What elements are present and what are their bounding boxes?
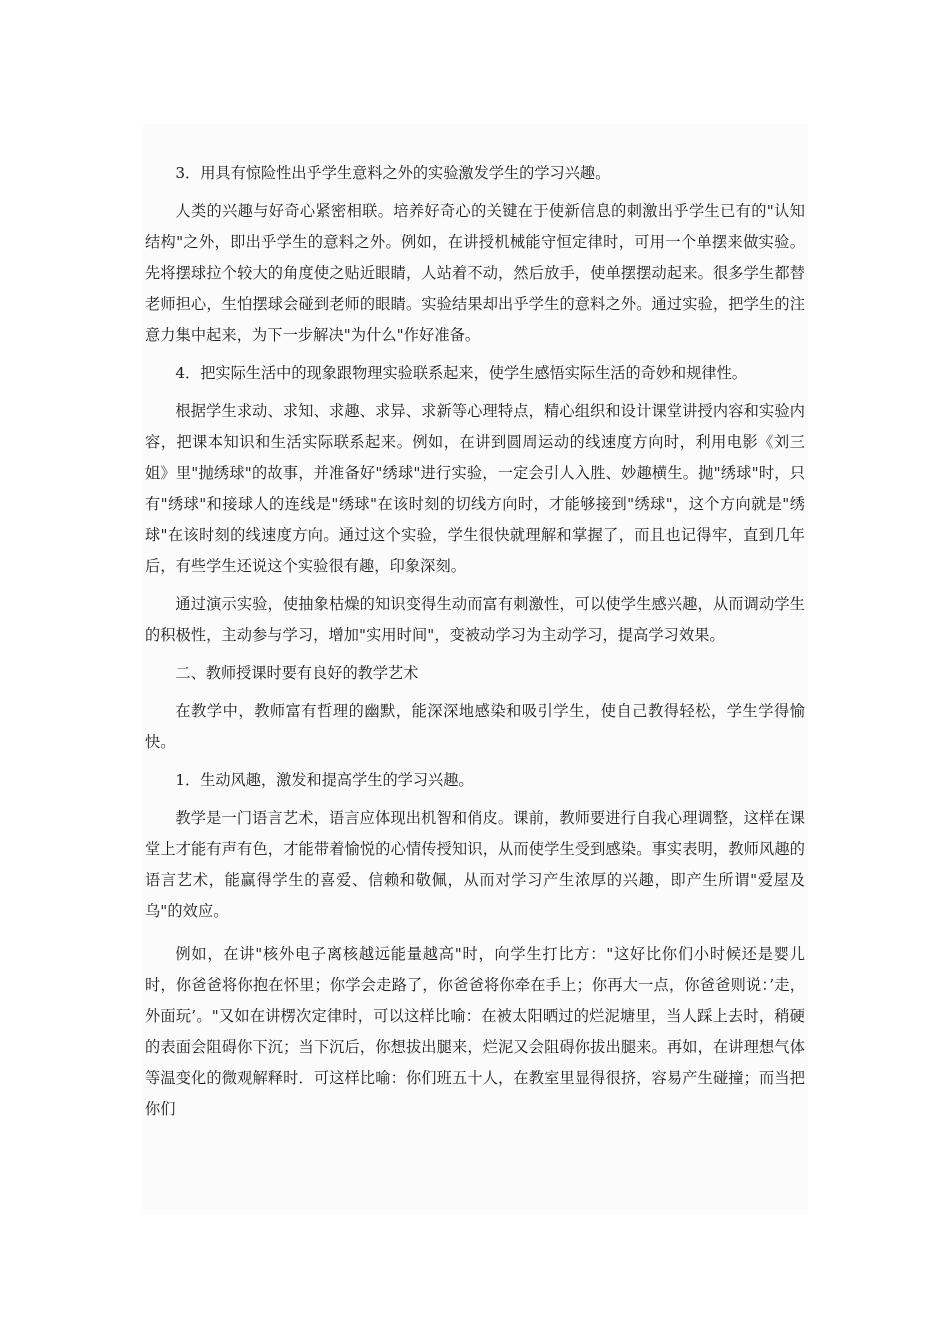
paragraph-circular-motion: 根据学生求动、求知、求趣、求异、求新等心理特点，精心组织和设计课堂讲授内容和实验内容，把课本知识和生活实际联系起来。例如，在讲到圆周运动的线速度方向时，利用电影《刘三姐》里"抛绣球"的故事，并准备好"绣球"进行实验，一定会引人入胜、妙趣横生。抛"绣球"时，只有"绣球"和接球人的连线是"绣球"在该时刻的切线方向时，才能够接到"绣球"，这个方向就是"绣球"在该时刻的线速度方向。通过这个实验，学生很快就理解和掌握了，而且也记得牢，直到几年后，有些学生还说这个实验很有趣，印象深刻。 bbox=[145, 402, 805, 575]
paragraph-language-art: 教学是一门语言艺术，语言应体现出机智和俏皮。课前，教师要进行自我心理调整，这样在课堂上才能有声有色，才能带着愉悦的心情传授知识，从而使学生受到感染。事实表明，教师风趣的语言艺术，能赢得学生的喜爱、信赖和敬佩，从而对学习产生浓厚的兴趣，即产生所谓"爱屋及乌"的效应。 bbox=[145, 809, 805, 920]
section-heading-3: 3．用具有惊险性出乎学生意料之外的实验激发学生的学习兴趣。 bbox=[175, 164, 611, 182]
paragraph-demonstration: 通过演示实验，使抽象枯燥的知识变得生动而富有刺激性，可以使学生感兴趣，从而调动学生的积极性，主动参与学习，增加"实用时间"，变被动学习为主动学习，提高学习效果。 bbox=[145, 595, 805, 644]
section-heading-teaching-art: 二、教师授课时要有良好的教学艺术 bbox=[175, 664, 419, 682]
paragraph-examples: 例如，在讲"核外电子离核越远能量越高"时，向学生打比方："这好比你们小时候还是婴儿时，你爸爸将你抱在怀里；你学会走路了，你爸爸将你牵在手上；你再大一点，你爸爸则说：’走，外面玩’。"又如在讲楞次定律时，可以这样比喻：在被太阳晒过的烂泥塘里，当人踩上去时，稍硬的表面会阻碍你下沉；当下沉后，你想拔出腿来，烂泥又会阻碍你拔出腿来。再如，在讲理想气体等温变化的微观解释时．可这样比喻：你们班五十人，在教室里显得很挤，容易产生碰撞；而当把你们 bbox=[145, 945, 805, 1118]
section-heading-1: 1．生动风趣，激发和提高学生的学习兴趣。 bbox=[175, 771, 474, 789]
section-heading-4: 4．把实际生活中的现象跟物理实验联系起来，使学生感悟实际生活的奇妙和规律性。 bbox=[175, 364, 747, 382]
paragraph-humor: 在教学中，教师富有哲理的幽默，能深深地感染和吸引学生，使自己教得轻松，学生学得愉快。 bbox=[145, 702, 805, 751]
paragraph-curiosity: 人类的兴趣与好奇心紧密相联。培养好奇心的关键在于使新信息的刺激出乎学生已有的"认知结构"之外，即出乎学生的意料之外。例如，在讲授机械能守恒定律时，可用一个单摆来做实验。先将摆球拉个较大的角度使之贴近眼睛，人站着不动，然后放手，使单摆摆动起来。很多学生都替老师担心，生怕摆球会碰到老师的眼睛。实验结果却出乎学生的意料之外。通过实验，把学生的注意力集中起来，为下一步解决"为什么"作好准备。 bbox=[145, 202, 805, 344]
document-body bbox=[145, 158, 805, 1125]
